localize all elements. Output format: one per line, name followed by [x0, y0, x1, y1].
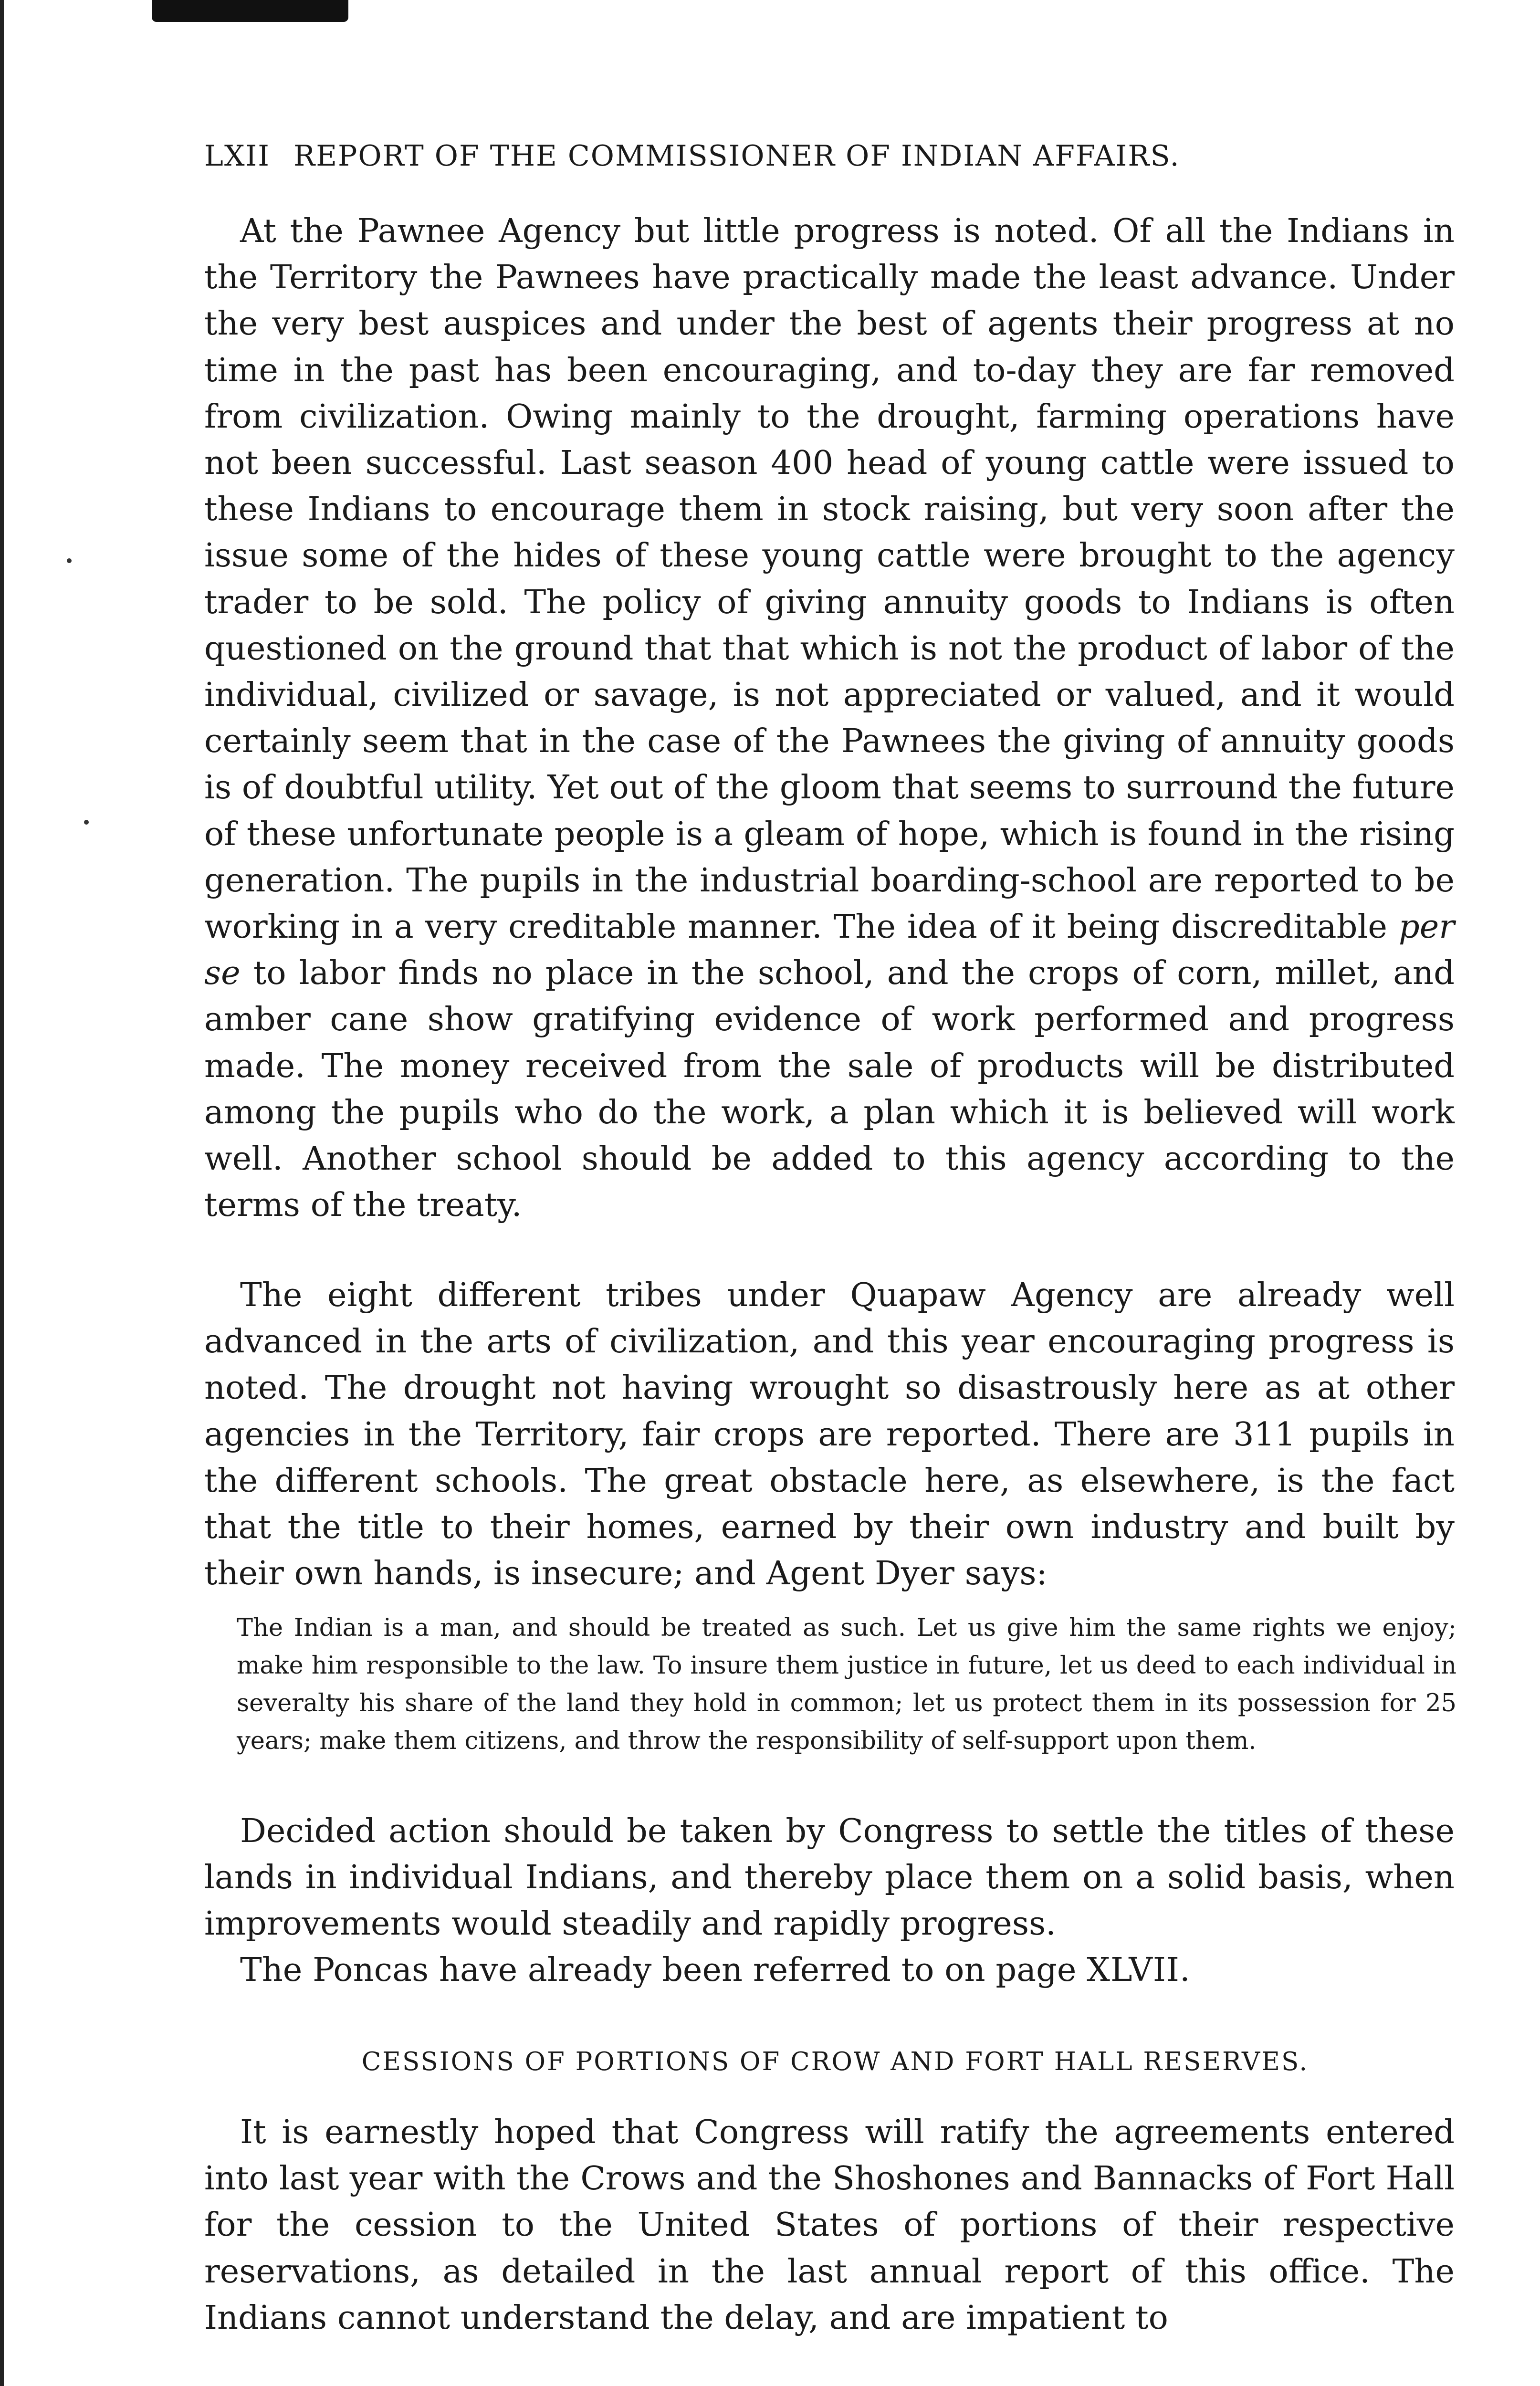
paragraph-pawnee-end: to labor finds no place in the school, and the crops of corn, millet, and amber cane show gratifying evidence of work performed and progress made. The money received from the sale of products will be distributed among the pupils who do the work, a plan which it is believed will work well. Another school should be added to this agency according to the terms of the treaty.	[204, 954, 1455, 1224]
paragraph-quapaw-text: The eight different tribes under Quapaw Agency are already well advanced in the arts of civilization, and this year encouraging progress is noted. The drought not having wrought so disastrously here as at other agencies in the Territory, fair crops are reported. There are 311 pupils in the different schools. The great obstacle here, as elsewhere, is the fact that the title to their homes, earned by their own industry and built by their own hands, is insecure; and Agent Dyer says:	[204, 1276, 1455, 1593]
latin-phrase: per se	[204, 908, 1455, 993]
paragraph-congress-text: Decided action should be taken by Congress to settle the titles of these lands in individual Indians, and thereby place them on a solid basis, when improvements would steadily and rapidly progress.	[204, 1812, 1455, 1943]
paragraph-pawnee-text: At the Pawnee Agency but little progress is noted. Of all the Indians in the Territory the Pawnees have practically made the least advance. Under the very best auspices and under the best of agents their progress at no time in the past has been encouraging, and to-day they are far removed from civilization. Owing mainly to the drought, farming operations have not been successful. Last season 400 head of young cattle were issued to these Indians to encourage them in stock raising, but very soon after the issue some of the hides of these young cattle were brought to the agency trader to be sold. The policy of giving annuity goods to Indians is often questioned on the ground that that which is not the product of labor of the individual, civilized or savage, is not appreciated or valued, and it would certainly seem that in the case of the Pawnees the giving of annuity goods is of doubtful utility. Yet out of the gloom that seems to surround the future of these unfortunate people is a gleam of hope, which is found in the rising generation. The pupils in the industrial boarding-school are reported to be working in a very creditable manner. The idea of it being discreditable	[204, 212, 1455, 946]
scan-artifact-top	[152, 0, 348, 22]
running-header	[204, 139, 1350, 182]
scan-speck	[84, 820, 89, 825]
paragraph-poncas-text: The Poncas have already been referred to on page	[240, 1951, 1077, 1989]
paragraph-poncas	[204, 1947, 1455, 1993]
paragraph-quapaw	[204, 1272, 1455, 1597]
page-reference: XLVII.	[1087, 1951, 1191, 1989]
paragraph-cessions	[204, 2109, 1455, 2341]
scan-speck	[67, 558, 72, 563]
page-number: LXII	[204, 139, 270, 173]
paragraph-pawnee	[204, 208, 1455, 1228]
paragraph-congress	[204, 1808, 1455, 1947]
paragraph-cessions-text: It is earnestly hoped that Congress will ratify the agreements entered into last year with the Crows and the Shoshones and Bannacks of Fort Hall for the cession to the United States of portions of their respective reservations, as detailed in the last annual report of this office. The Indians cannot understand the delay, and are impatient to	[204, 2113, 1455, 2337]
block-quote-agent-dyer: The Indian is a man, and should be treated as such. Let us give him the same rights we enjoy; make him responsible to the law. To insure them justice in future, let us deed to each individual in severalty his share of the land they hold in common; let us protect them in its possession for 25 years; make them citizens, and throw the responsibility of self-support upon them.	[237, 1614, 1456, 1755]
report-title: REPORT OF THE COMMISSIONER OF INDIAN AFFAIRS.	[293, 139, 1180, 173]
scan-artifact-left	[0, 0, 4, 2386]
section-heading-cessions: CESSIONS OF PORTIONS OF CROW AND FORT HALL RESERVES.	[361, 2047, 1309, 2076]
